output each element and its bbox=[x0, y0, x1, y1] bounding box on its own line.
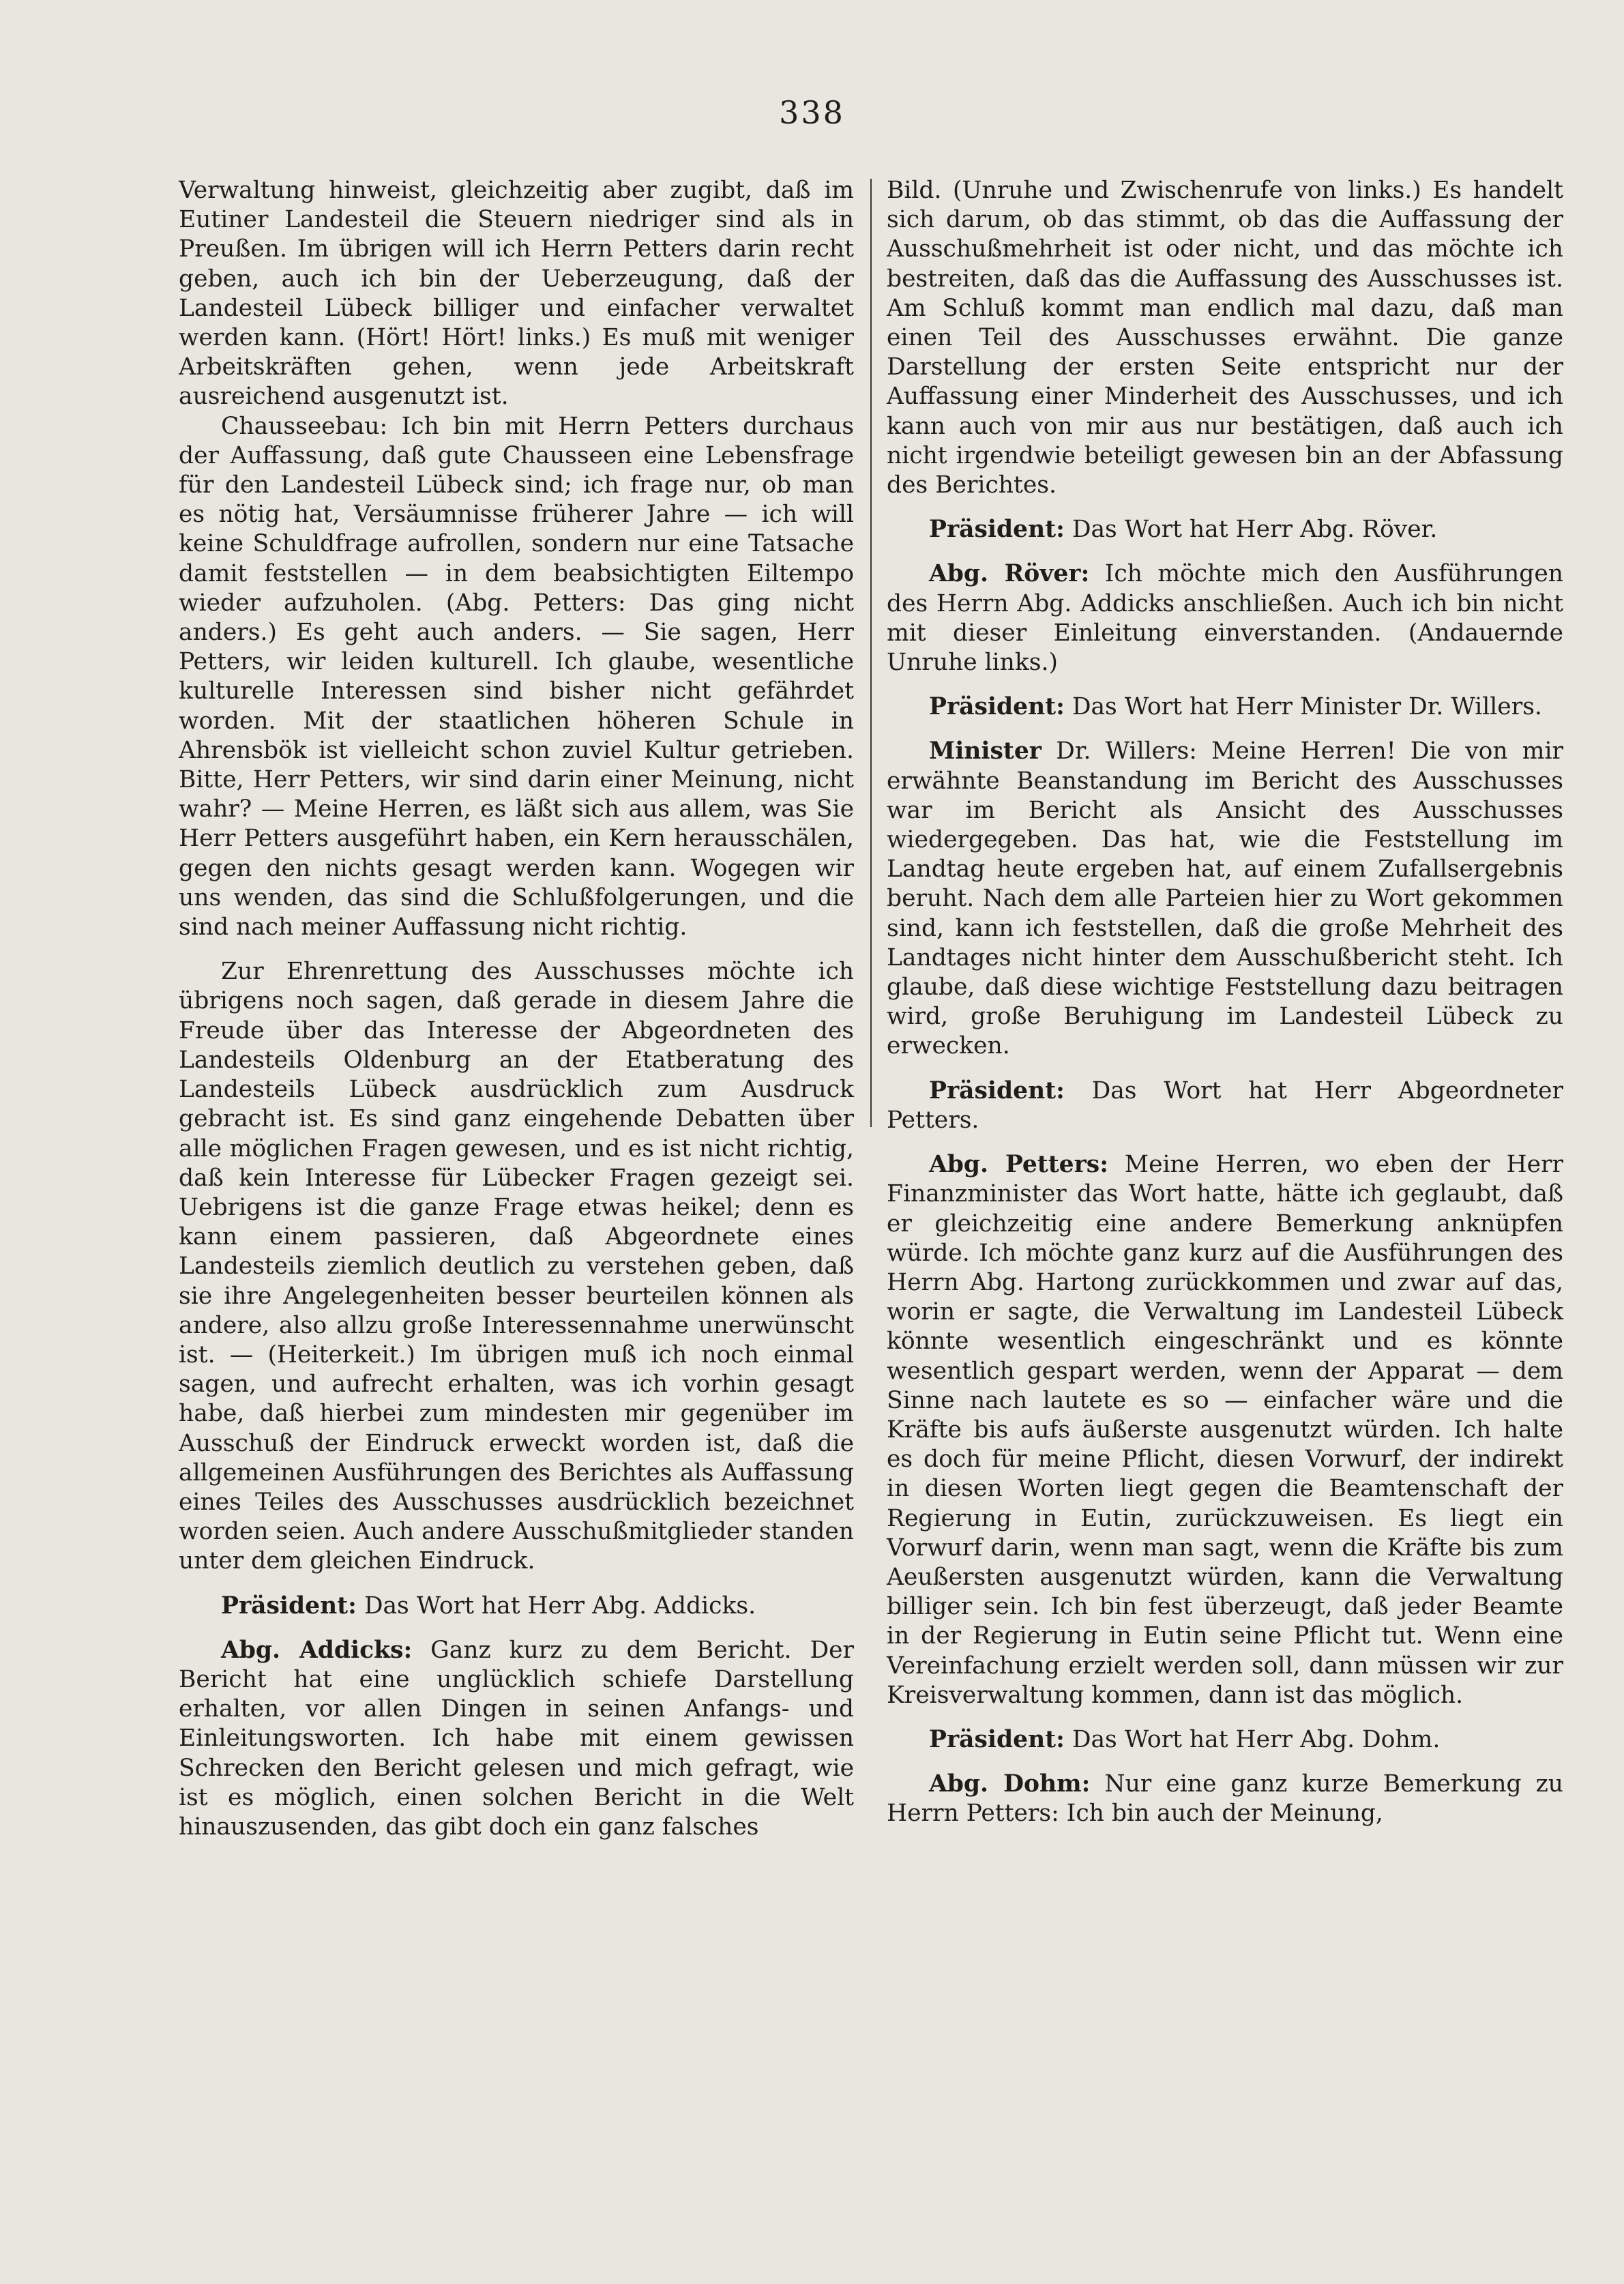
page-number: 338 bbox=[779, 94, 845, 131]
speech-text: Nur eine ganz kurze Bemerkung zu Herrn Petters: Ich bin auch der Meinung, bbox=[887, 1770, 1563, 1828]
speaker-name: Präsident: bbox=[221, 1592, 357, 1620]
speaker-name: Abg. Addicks: bbox=[221, 1636, 413, 1664]
speaker-paragraph bbox=[179, 1636, 854, 1842]
speech-text: Dr. Willers: Meine Herren! Die von mir erwähnte Beanstandung im Bericht des Ausschusses war im Bericht als Ansicht des Ausschusses wiedergegeben. Das hat, wie die Feststellung im Landtag heute ergeben hat, auf einem Zufallsergebnis beruht. Nach dem alle Parteien hier zu Wort gekommen sind, kann ich feststellen, daß die große Mehrheit des Landtages nicht hinter dem Ausschußbericht steht. Ich glaube, daß diese wichtige Feststellung dazu beitragen wird, große Beruhigung im Landesteil Lübeck zu erwecken. bbox=[887, 737, 1563, 1060]
speaker-name: Minister bbox=[929, 737, 1042, 765]
paragraph: Zur Ehrenrettung des Ausschusses möchte ich übrigens noch sagen, daß gerade in diesem Jahre die Freude über das Interesse der Abgeordneten des Landesteils Oldenburg an der Etatberatung des Landesteils Lübeck ausdrücklich zum Ausdruck gebracht ist. Es sind ganz eingehende Debatten über alle möglichen Fragen gewesen, und es ist nicht richtig, daß kein Interesse für Lübecker Fragen gezeigt sei. Uebrigens ist die ganze Frage etwas heikel; denn es kann einem passieren, daß Abgeordnete eines Landesteils ziemlich deutlich zu verstehen geben, daß sie ihre Angelegenheiten besser beurteilen können als andere, also allzu große Interessennahme unerwünscht ist. — (Heiterkeit.) Im übrigen muß ich noch einmal sagen, und aufrecht erhalten, was ich vorhin gesagt habe, daß hierbei zum mindesten mir gegenüber im Ausschuß der Eindruck erweckt worden ist, daß die allgemeinen Ausführungen des Berichtes als Auffassung eines Teiles des Ausschusses ausdrücklich bezeichnet worden seien. Auch andere Ausschußmitglieder standen unter dem gleichen Eindruck. bbox=[179, 958, 854, 1575]
speaker-name: Abg. Röver: bbox=[929, 560, 1090, 588]
right-column bbox=[887, 176, 1563, 1829]
speaker-name: Präsident: bbox=[929, 1725, 1065, 1753]
speaker-name: Abg. Dohm: bbox=[929, 1770, 1091, 1798]
speaker-paragraph bbox=[887, 1725, 1563, 1755]
speech-text: Das Wort hat Herr Abg. Röver. bbox=[1072, 516, 1438, 544]
speaker-name: Präsident: bbox=[929, 1077, 1065, 1104]
paragraph: Verwaltung hinweist, gleichzeitig aber zugibt, daß im Eutiner Landesteil die Steuern niedriger sind als in Preußen. Im übrigen will ich Herrn Petters darin recht geben, auch ich bin der Ueberzeugung, daß der Landesteil Lübeck billiger und einfacher verwaltet werden kann. (Hört! Hört! links.) Es muß mit weniger Arbeitskräften gehen, wenn jede Arbeitskraft ausreichend ausgenutzt ist. bbox=[179, 177, 854, 411]
left-column bbox=[179, 176, 854, 1842]
speaker-paragraph bbox=[887, 692, 1563, 722]
speaker-paragraph bbox=[887, 1077, 1563, 1135]
speech-text: Das Wort hat Herr Minister Dr. Willers. bbox=[1072, 693, 1542, 721]
speech-text: Ganz kurz zu dem Bericht. Der Bericht hat eine unglücklich schiefe Darstellung erhalten, vor allen Dingen in seinen Anfangs- und Einleitungsworten. Ich habe mit einem gewissen Schrecken den Bericht gelesen und mich gefragt, wie ist es möglich, einen solchen Bericht in die Welt hinauszusenden, das gibt doch ein ganz falsches bbox=[179, 1636, 855, 1841]
speaker-paragraph bbox=[179, 1592, 854, 1621]
paragraph: Chausseebau: Ich bin mit Herrn Petters durchaus der Auffassung, daß gute Chausseen eine Lebensfrage für den Landesteil Lübeck sind; ich frage nur, ob man es nötig hat, Versäumnisse früherer Jahre — ich will keine Schuldfrage aufrollen, sondern nur eine Tatsache damit feststellen — in dem beabsichtigten Eiltempo wieder aufzuholen. (Abg. Petters: Das ging nicht anders.) Es geht auch anders. — Sie sagen, Herr Petters, wir leiden kulturell. Ich glaube, wesentliche kulturelle Interessen sind bisher nicht gefährdet worden. Mit der staatlichen höheren Schule in Ahrensbök ist vielleicht schon zuviel Kultur getrieben. Bitte, Herr Petters, wir sind darin einer Meinung, nicht wahr? — Meine Herren, es läßt sich aus allem, was Sie Herr Petters ausgeführt haben, ein Kern herausschälen, gegen den nichts gesagt werden kann. Wogegen wir uns wenden, das sind die Schlußfolgerungen, und die sind nach meiner Auffassung nicht richtig. bbox=[179, 412, 854, 941]
speaker-paragraph bbox=[887, 559, 1563, 677]
speaker-paragraph bbox=[887, 1150, 1563, 1710]
speech-text: Das Wort hat Herr Abg. Addicks. bbox=[364, 1592, 756, 1620]
speaker-paragraph bbox=[887, 1770, 1563, 1828]
paragraph: Bild. (Unruhe und Zwischenrufe von links.) Es handelt sich darum, ob das stimmt, ob das die Auffassung der Ausschußmehrheit ist oder nicht, und das möchte ich bestreiten, daß das die Auffassung des Ausschusses ist. Am Schluß kommt man endlich mal dazu, daß man einen Teil des Ausschusses erwähnt. Die ganze Darstellung der ersten Seite entspricht nur der Auffassung einer Minderheit des Ausschusses, und ich kann auch von mir aus nur bestätigen, daß auch ich nicht irgendwie beteiligt gewesen bin an der Abfassung des Berichtes. bbox=[887, 177, 1563, 499]
speech-text: Das Wort hat Herr Abg. Dohm. bbox=[1072, 1725, 1441, 1753]
speech-text: Das Wort hat Herr Abgeordneter Petters. bbox=[887, 1077, 1563, 1134]
column-divider bbox=[870, 179, 872, 1127]
speaker-paragraph bbox=[887, 515, 1563, 544]
speaker-name: Präsident: bbox=[929, 516, 1065, 544]
speaker-name: Präsident: bbox=[929, 693, 1065, 721]
speaker-paragraph bbox=[887, 737, 1563, 1061]
speech-text: Meine Herren, wo eben der Herr Finanzminister das Wort hatte, hätte ich geglaubt, daß er gleichzeitig eine andere Bemerkung anknüpfen würde. Ich möchte ganz kurz auf die Ausführungen des Herrn Abg. Hartong zurückkommen und zwar auf das, worin er sagte, die Verwaltung im Landesteil Lübeck könnte wesentlich eingeschränkt und es könnte wesentlich gespart werden, wenn der Apparat — dem Sinne nach lautete es so — einfacher wäre und die Kräfte bis aufs äußerste ausgenutzt würden. Ich halte es doch für meine Pflicht, diesen Vorwurf, der indirekt in diesen Worten liegt gegen die Beamtenschaft der Regierung in Eutin, zurückzuweisen. Es liegt ein Vorwurf darin, wenn man sagt, wenn die Kräfte bis zum Aeußersten ausgenutzt würden, kann die Verwaltung billiger sein. Ich bin fest überzeugt, daß jeder Beamte in der Regierung in Eutin seine Pflicht tut. Wenn eine Vereinfachung erzielt werden soll, dann müssen wir zur Kreisverwaltung kommen, dann ist das möglich. bbox=[887, 1151, 1564, 1709]
speaker-name: Abg. Petters: bbox=[929, 1151, 1108, 1179]
speech-text: Ich möchte mich den Ausführungen des Herrn Abg. Addicks anschließen. Auch ich bin nicht mit dieser Einleitung einverstanden. (Andauernde Unruhe links.) bbox=[887, 560, 1563, 677]
